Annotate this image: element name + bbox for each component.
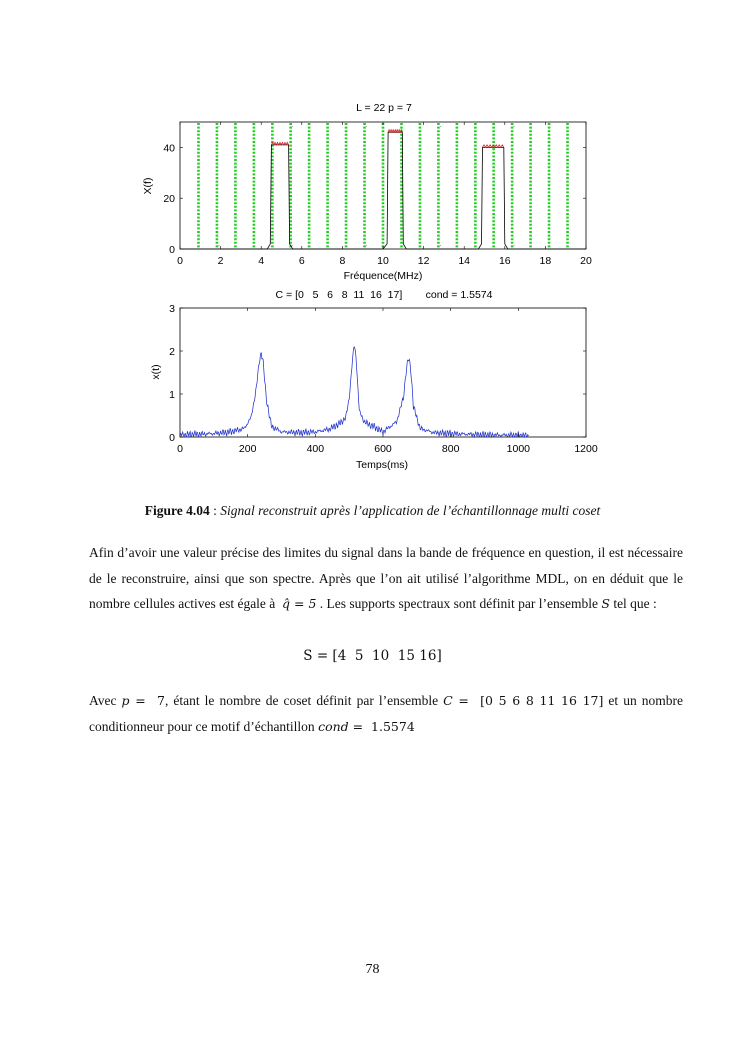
time-xtick-label-1: 200 bbox=[238, 443, 257, 455]
paragraph-1-text-b: . Les supports spectraux sont définit par l’ensemble bbox=[316, 596, 602, 611]
figure-caption bbox=[0, 503, 745, 519]
math-cond-value: = 1.5574 bbox=[348, 718, 415, 734]
spectrum-xtick-label-5: 10 bbox=[377, 255, 389, 267]
time-ytick-label-1: 1 bbox=[169, 389, 175, 401]
figure-4-04 bbox=[0, 0, 745, 490]
paragraph-2-text-c: et un nombre conditionneur pour ce motif d’échantillon bbox=[89, 693, 683, 734]
time-xtick-label-6: 1200 bbox=[574, 443, 598, 455]
spectrum-xtick-label-10: 20 bbox=[580, 255, 592, 267]
spectrum-bottom-marker-5: · bbox=[291, 243, 294, 249]
spectrum-xtick-label-4: 8 bbox=[339, 255, 346, 267]
caption-text: Signal reconstruit après l’application de l’échantillonnage multi coset bbox=[220, 503, 601, 518]
paragraph-1-text-c: tel que : bbox=[609, 596, 657, 611]
spectrum-xtick-label-7: 14 bbox=[458, 255, 471, 267]
spectrum-xtick-label-6: 12 bbox=[417, 255, 430, 267]
math-s: S bbox=[601, 596, 610, 611]
spectrum-ylabel: X(f) bbox=[142, 177, 154, 195]
math-p: p bbox=[121, 693, 130, 708]
equation-s bbox=[0, 648, 745, 665]
time-plot bbox=[150, 289, 598, 471]
figure-label: Figure 4.04 bbox=[144, 503, 210, 518]
spectrum-coset-bands bbox=[198, 123, 567, 248]
spectrum-xtick-label-9: 18 bbox=[539, 255, 552, 267]
spectrum-bottom-marker-17: · bbox=[513, 243, 516, 249]
time-ytick-label-0: 0 bbox=[169, 432, 175, 444]
time-ylabel: x(t) bbox=[150, 364, 162, 380]
caption-separator: : bbox=[209, 503, 221, 518]
math-p-value: = 7 bbox=[129, 693, 165, 708]
math-c: C bbox=[443, 693, 453, 708]
math-q-hat: q̂ = 5 bbox=[282, 596, 317, 611]
math-c-value: = [0 5 6 8 11 16 17] bbox=[452, 693, 604, 708]
spectrum-bottom-marker-9: · bbox=[365, 243, 368, 249]
time-xtick-label-4: 800 bbox=[441, 443, 460, 455]
time-xlabel: Temps(ms) bbox=[356, 459, 408, 471]
time-xtick-label-3: 600 bbox=[374, 443, 392, 455]
spectrum-xtick-label-8: 16 bbox=[498, 255, 511, 267]
time-plot-title: C = [0 5 6 8 11 16 17] cond = 1.5574 bbox=[275, 289, 493, 301]
spectrum-bottom-marker-13: · bbox=[439, 243, 442, 249]
spectrum-plot bbox=[142, 102, 592, 282]
time-xtick-label-0: 0 bbox=[177, 443, 183, 455]
time-ytick-label-2: 2 bbox=[169, 346, 175, 358]
equation-s-text: S = [4 5 10 15 16] bbox=[303, 648, 442, 664]
math-cond: cond bbox=[318, 718, 349, 734]
paragraph-1-text-a: Afin d’avoir une valeur précise des limites du signal dans la bande de fréquence en question, il est nécessaire de le reconstruire, ainsi que son spectre. Après que l’on ait utilisé l’algorithme MDL, on en déduit que le nombre cellules actives est égale à bbox=[89, 545, 683, 611]
paragraph-2-text-a: Avec bbox=[89, 693, 122, 708]
time-xtick-label-5: 1000 bbox=[506, 443, 531, 455]
spectrum-ytick-label-0: 0 bbox=[169, 244, 175, 256]
spectrum-xtick-label-3: 6 bbox=[298, 255, 305, 267]
spectrum-top-marker-13: · bbox=[439, 124, 442, 130]
spectrum-ytick-label-2: 40 bbox=[163, 142, 175, 155]
spectrum-xlabel: Fréquence(MHz) bbox=[343, 270, 423, 282]
spectrum-top-marker-1: · bbox=[217, 124, 220, 130]
spectrum-top-marker-5: · bbox=[291, 124, 294, 130]
paragraph-2 bbox=[89, 688, 683, 739]
time-ytick-label-3: 3 bbox=[169, 303, 175, 315]
spectrum-plot-title: L = 22 p = 7 bbox=[356, 102, 412, 114]
spectrum-xtick-label-0: 0 bbox=[177, 255, 183, 267]
page-number: 78 bbox=[365, 962, 380, 977]
paragraph-2-text-b: , étant le nombre de coset définit par l’ensemble bbox=[164, 693, 444, 708]
spectrum-bottom-marker-1: · bbox=[217, 243, 220, 249]
time-xtick-label-2: 400 bbox=[306, 443, 325, 455]
paragraph-1 bbox=[89, 540, 683, 617]
spectrum-xtick-label-1: 2 bbox=[217, 255, 224, 267]
spectrum-top-marker-9: · bbox=[365, 124, 368, 130]
spectrum-xtick-label-2: 4 bbox=[258, 255, 265, 267]
spectrum-top-marker-17: · bbox=[513, 124, 516, 130]
spectrum-ytick-label-1: 20 bbox=[163, 193, 175, 206]
time-plot-axes bbox=[180, 308, 586, 437]
